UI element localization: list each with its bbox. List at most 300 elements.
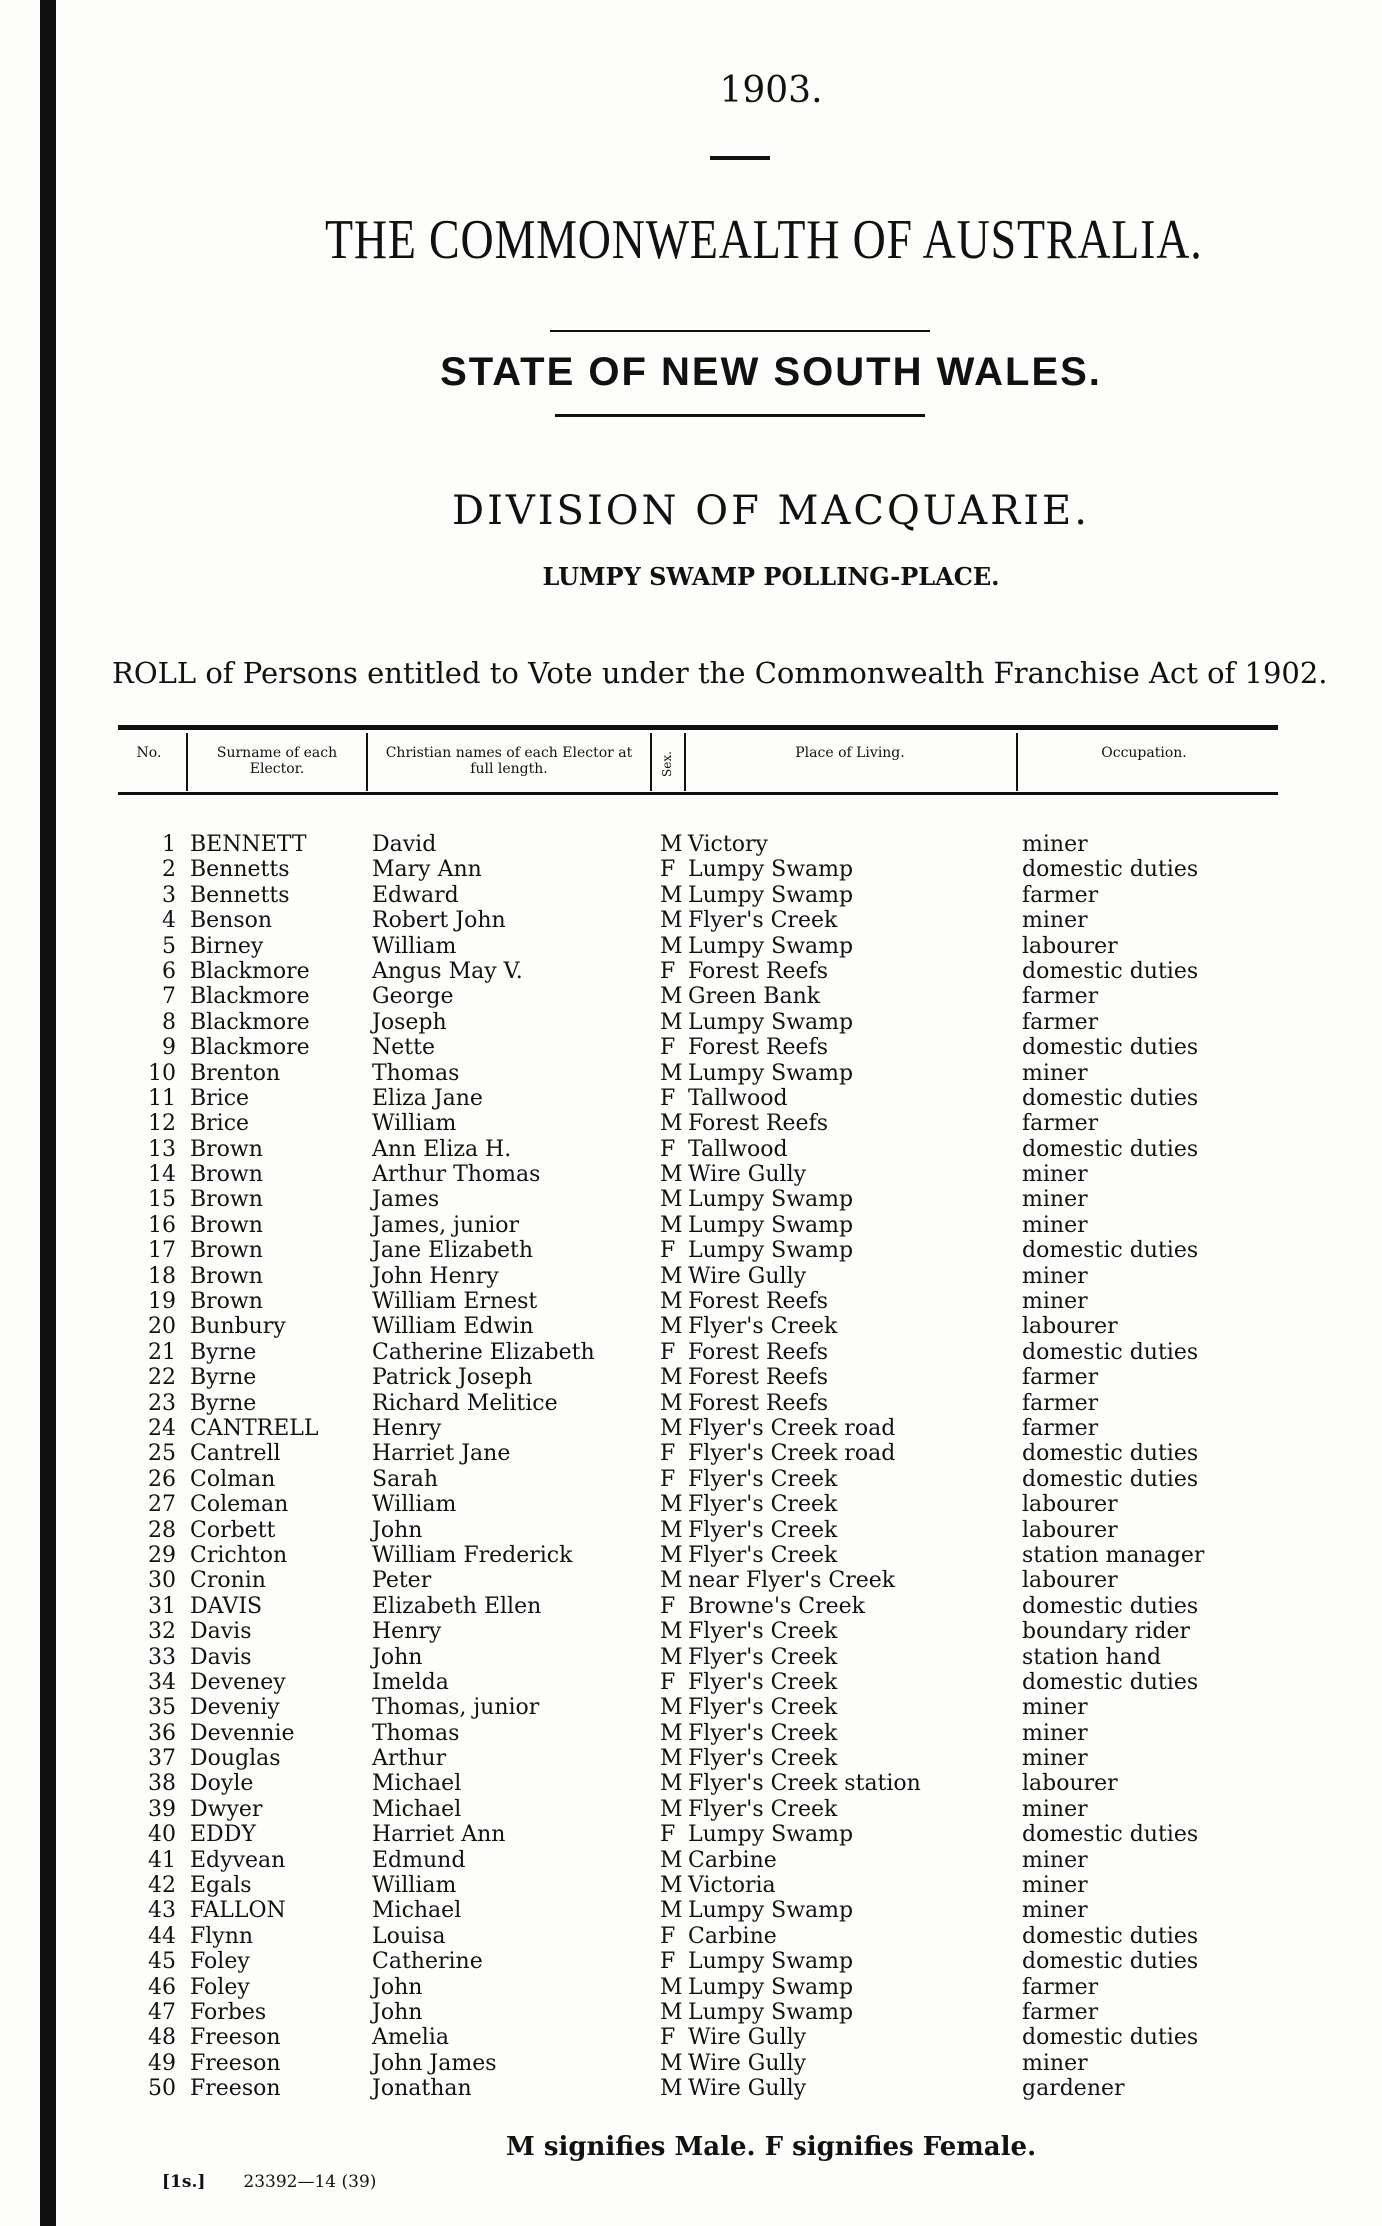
row-number: 1 (162, 832, 176, 857)
table-row (0, 1035, 1382, 1060)
surname-cell: Bunbury (190, 1314, 286, 1340)
header-place: Place of Living. (795, 745, 905, 761)
row-number: 13 (148, 1136, 176, 1162)
table-row (0, 1518, 1382, 1543)
place-cell: Lumpy Swamp (688, 1238, 854, 1264)
table-row (0, 1822, 1382, 1847)
sex-cell: F (660, 1136, 676, 1162)
sex-cell: F (660, 958, 676, 984)
occupation-cell: miner (1022, 1847, 1088, 1873)
row-number: 11 (148, 1085, 176, 1111)
surname-cell: Brown (190, 1263, 263, 1289)
place-cell: Lumpy Swamp (688, 1187, 854, 1213)
christian-names-cell: William (372, 1873, 457, 1899)
row-number: 32 (148, 1619, 176, 1645)
row-number: 20 (148, 1314, 176, 1340)
row-number: 46 (148, 1974, 176, 2000)
row-number: 8 (162, 1009, 176, 1035)
christian-names-cell: Richard Melitice (372, 1390, 558, 1416)
occupation-cell: farmer (1022, 1390, 1099, 1416)
surname-cell: Davis (190, 1619, 252, 1645)
row-number: 3 (162, 882, 176, 908)
surname-cell: BENNETT (190, 832, 307, 857)
row-number: 9 (162, 1035, 176, 1061)
table-row (0, 1365, 1382, 1390)
table-row (0, 1111, 1382, 1136)
occupation-cell: miner (1022, 1746, 1088, 1772)
row-number: 17 (148, 1238, 176, 1264)
christian-names-cell: Imelda (372, 1669, 449, 1695)
row-number: 31 (148, 1593, 176, 1619)
christian-names-cell: Thomas, junior (372, 1695, 540, 1721)
row-number: 4 (162, 908, 176, 934)
place-cell: Lumpy Swamp (688, 1898, 854, 1924)
row-number: 27 (148, 1492, 176, 1518)
surname-cell: Freeson (190, 2076, 281, 2102)
table-row (0, 908, 1382, 933)
christian-names-cell: Thomas (372, 1720, 460, 1746)
row-number: 47 (148, 1999, 176, 2025)
surname-cell: Blackmore (190, 1035, 310, 1061)
occupation-cell: labourer (1022, 1517, 1118, 1543)
divider-rule (550, 330, 930, 332)
occupation-cell: farmer (1022, 1111, 1099, 1137)
occupation-cell: domestic duties (1022, 1136, 1199, 1162)
occupation-cell: miner (1022, 1873, 1088, 1899)
christian-names-cell: George (372, 984, 454, 1010)
christian-names-cell: Louisa (372, 1923, 446, 1949)
surname-cell: Cantrell (190, 1441, 281, 1467)
christian-names-cell: John (372, 1644, 423, 1670)
table-row (0, 1264, 1382, 1289)
row-number: 40 (148, 1822, 176, 1848)
occupation-cell: station hand (1022, 1644, 1162, 1670)
document-title: THE COMMONWEALTH OF AUSTRALIA. (325, 209, 1203, 271)
place-cell: near Flyer's Creek (688, 1568, 896, 1594)
christian-names-cell: Catherine Elizabeth (372, 1339, 595, 1365)
table-row (0, 1416, 1382, 1441)
occupation-cell: labourer (1022, 1492, 1118, 1518)
column-divider (366, 733, 368, 791)
sex-cell: M (660, 1771, 683, 1797)
sex-cell: M (660, 1619, 683, 1645)
place-cell: Wire Gully (688, 2025, 807, 2051)
place-cell: Lumpy Swamp (688, 1009, 854, 1035)
sex-cell: M (660, 933, 683, 959)
divider-rule (555, 414, 925, 417)
sex-cell: M (660, 1415, 683, 1441)
table-row (0, 883, 1382, 908)
column-divider (1016, 733, 1018, 791)
row-number: 45 (148, 1949, 176, 1975)
surname-cell: Blackmore (190, 958, 310, 984)
occupation-cell: domestic duties (1022, 1035, 1199, 1061)
table-top-rule (118, 725, 1278, 730)
christian-names-cell: Michael (372, 1771, 462, 1797)
christian-names-cell: Arthur Thomas (372, 1162, 541, 1188)
occupation-cell: domestic duties (1022, 1339, 1199, 1365)
sex-cell: M (660, 1162, 683, 1188)
occupation-cell: miner (1022, 908, 1088, 934)
sex-cell: M (660, 1289, 683, 1315)
table-row (0, 1314, 1382, 1339)
place-cell: Lumpy Swamp (688, 857, 854, 883)
surname-cell: Brown (190, 1187, 263, 1213)
christian-names-cell: Michael (372, 1796, 462, 1822)
surname-cell: Cronin (190, 1568, 266, 1594)
occupation-cell: miner (1022, 1695, 1088, 1721)
occupation-cell: miner (1022, 1187, 1088, 1213)
table-row (0, 2051, 1382, 2076)
christian-names-cell: Arthur (372, 1746, 447, 1772)
place-cell: Flyer's Creek road (688, 1415, 896, 1441)
row-number: 43 (148, 1898, 176, 1924)
sex-cell: M (660, 1847, 683, 1873)
sex-cell: F (660, 1822, 676, 1848)
divider-rule (710, 156, 770, 160)
sex-cell: M (660, 1720, 683, 1746)
table-row (0, 1898, 1382, 1923)
row-number: 39 (148, 1796, 176, 1822)
surname-cell: Devennie (190, 1720, 295, 1746)
occupation-cell: farmer (1022, 1415, 1099, 1441)
occupation-cell: miner (1022, 1263, 1088, 1289)
place-cell: Forest Reefs (688, 1390, 829, 1416)
table-row (0, 857, 1382, 882)
row-number: 28 (148, 1517, 176, 1543)
surname-cell: Colman (190, 1466, 276, 1492)
row-number: 19 (148, 1289, 176, 1315)
table-row (0, 1238, 1382, 1263)
sex-cell: M (660, 1060, 683, 1086)
place-cell: Flyer's Creek station (688, 1771, 921, 1797)
sex-cell: F (660, 1238, 676, 1264)
header-sex: Sex. (659, 751, 674, 777)
surname-cell: Crichton (190, 1542, 288, 1568)
christian-names-cell: Henry (372, 1619, 442, 1645)
sex-cell: F (660, 1923, 676, 1949)
sex-cell: M (660, 2050, 683, 2076)
row-number: 44 (148, 1923, 176, 1949)
place-cell: Flyer's Creek (688, 1746, 838, 1772)
table-row (0, 1340, 1382, 1365)
sex-cell: F (660, 1949, 676, 1975)
surname-cell: Flynn (190, 1923, 254, 1949)
surname-cell: Coleman (190, 1492, 289, 1518)
table-row (0, 934, 1382, 959)
christian-names-cell: James (372, 1187, 440, 1213)
occupation-cell: domestic duties (1022, 1923, 1199, 1949)
row-number: 33 (148, 1644, 176, 1670)
occupation-cell: station manager (1022, 1542, 1205, 1568)
sex-cell: M (660, 1212, 683, 1238)
place-cell: Lumpy Swamp (688, 1060, 854, 1086)
sex-cell: M (660, 1492, 683, 1518)
christian-names-cell: David (372, 832, 437, 857)
table-row (0, 1670, 1382, 1695)
place-cell: Forest Reefs (688, 958, 829, 984)
place-cell: Flyer's Creek (688, 1492, 838, 1518)
occupation-cell: domestic duties (1022, 1949, 1199, 1975)
occupation-cell: farmer (1022, 984, 1099, 1010)
surname-cell: Blackmore (190, 1009, 310, 1035)
christian-names-cell: Robert John (372, 908, 506, 934)
surname-cell: FALLON (190, 1898, 286, 1924)
table-row (0, 1391, 1382, 1416)
place-cell: Forest Reefs (688, 1365, 829, 1391)
occupation-cell: domestic duties (1022, 1085, 1199, 1111)
table-row (0, 1492, 1382, 1517)
table-row (0, 984, 1382, 1009)
occupation-cell: domestic duties (1022, 1669, 1199, 1695)
surname-cell: Brenton (190, 1060, 281, 1086)
surname-cell: CANTRELL (190, 1415, 319, 1441)
christian-names-cell: Peter (372, 1568, 432, 1594)
table-row (0, 1086, 1382, 1111)
occupation-cell: labourer (1022, 933, 1118, 959)
christian-names-cell: Mary Ann (372, 857, 482, 883)
christian-names-cell: William (372, 933, 457, 959)
row-number: 50 (148, 2076, 176, 2102)
christian-names-cell: Catherine (372, 1949, 483, 1975)
christian-names-cell: Edward (372, 882, 459, 908)
occupation-cell: domestic duties (1022, 1466, 1199, 1492)
row-number: 34 (148, 1669, 176, 1695)
row-number: 5 (162, 933, 176, 959)
occupation-cell: miner (1022, 1796, 1088, 1822)
occupation-cell: domestic duties (1022, 2025, 1199, 2051)
table-row (0, 1594, 1382, 1619)
document-year: 1903. (719, 70, 823, 111)
place-cell: Flyer's Creek (688, 1669, 838, 1695)
row-number: 25 (148, 1441, 176, 1467)
row-number: 18 (148, 1263, 176, 1289)
place-cell: Victory (688, 832, 768, 857)
state-heading: STATE OF NEW SOUTH WALES. (440, 350, 1102, 394)
sex-cell: M (660, 1187, 683, 1213)
place-cell: Flyer's Creek (688, 1542, 838, 1568)
occupation-cell: miner (1022, 1898, 1088, 1924)
sex-cell: F (660, 1441, 676, 1467)
surname-cell: Foley (190, 1949, 250, 1975)
place-cell: Flyer's Creek (688, 1517, 838, 1543)
row-number: 37 (148, 1746, 176, 1772)
christian-names-cell: Harriet Ann (372, 1822, 506, 1848)
table-row (0, 1771, 1382, 1796)
table-row (0, 1441, 1382, 1466)
christian-names-cell: Nette (372, 1035, 435, 1061)
place-cell: Forest Reefs (688, 1111, 829, 1137)
row-number: 15 (148, 1187, 176, 1213)
occupation-cell: domestic duties (1022, 1593, 1199, 1619)
occupation-cell: farmer (1022, 1365, 1099, 1391)
sex-cell: M (660, 1974, 683, 2000)
place-cell: Lumpy Swamp (688, 1822, 854, 1848)
surname-cell: Forbes (190, 1999, 267, 2025)
sex-cell: F (660, 857, 676, 883)
occupation-cell: miner (1022, 832, 1088, 857)
table-row (0, 1137, 1382, 1162)
print-price: [1s.] (162, 2172, 206, 2192)
row-number: 6 (162, 958, 176, 984)
occupation-cell: labourer (1022, 1314, 1118, 1340)
occupation-cell: domestic duties (1022, 1238, 1199, 1264)
row-number: 35 (148, 1695, 176, 1721)
christian-names-cell: William Edwin (372, 1314, 534, 1340)
row-number: 7 (162, 984, 176, 1010)
surname-cell: Corbett (190, 1517, 276, 1543)
roll-title: ROLL of Persons entitled to Vote under the Commonwealth Franchise Act of 1902. (112, 656, 1328, 690)
occupation-cell: farmer (1022, 1009, 1099, 1035)
sex-cell: F (660, 2025, 676, 2051)
surname-cell: Brown (190, 1289, 263, 1315)
christian-names-cell: Jonathan (372, 2076, 472, 2102)
surname-cell: Dwyer (190, 1796, 263, 1822)
christian-names-cell: John James (372, 2050, 497, 2076)
sex-cell: M (660, 1746, 683, 1772)
surname-cell: EDDY (190, 1822, 256, 1848)
place-cell: Tallwood (688, 1136, 788, 1162)
place-cell: Flyer's Creek (688, 1644, 838, 1670)
christian-names-cell: James, junior (372, 1212, 520, 1238)
sex-cell: M (660, 1314, 683, 1340)
surname-cell: Benson (190, 908, 273, 934)
surname-cell: Freeson (190, 2050, 281, 2076)
surname-cell: DAVIS (190, 1593, 263, 1619)
place-cell: Flyer's Creek (688, 1466, 838, 1492)
sex-cell: M (660, 1517, 683, 1543)
christian-names-cell: Eliza Jane (372, 1085, 483, 1111)
place-cell: Forest Reefs (688, 1035, 829, 1061)
surname-cell: Doyle (190, 1771, 254, 1797)
surname-cell: Edyvean (190, 1847, 286, 1873)
place-cell: Forest Reefs (688, 1289, 829, 1315)
table-row (0, 1645, 1382, 1670)
table-row (0, 1924, 1382, 1949)
sex-cell: M (660, 1796, 683, 1822)
table-row (0, 1187, 1382, 1212)
row-number: 16 (148, 1212, 176, 1238)
surname-cell: Brice (190, 1085, 250, 1111)
occupation-cell: miner (1022, 2050, 1088, 2076)
row-number: 14 (148, 1162, 176, 1188)
christian-names-cell: William Frederick (372, 1542, 573, 1568)
christian-names-cell: John (372, 1999, 423, 2025)
row-number: 29 (148, 1542, 176, 1568)
sex-cell: F (660, 1339, 676, 1365)
row-number: 42 (148, 1873, 176, 1899)
sex-cell: F (660, 1669, 676, 1695)
christian-names-cell: Joseph (372, 1009, 447, 1035)
place-cell: Wire Gully (688, 1162, 807, 1188)
christian-names-cell: Henry (372, 1415, 442, 1441)
column-divider (186, 733, 188, 791)
christian-names-cell: Elizabeth Ellen (372, 1593, 542, 1619)
table-row (0, 1213, 1382, 1238)
row-number: 22 (148, 1365, 176, 1391)
place-cell: Tallwood (688, 1085, 788, 1111)
occupation-cell: domestic duties (1022, 1822, 1199, 1848)
place-cell: Flyer's Creek (688, 1314, 838, 1340)
sex-cell: M (660, 984, 683, 1010)
table-row (0, 1721, 1382, 1746)
surname-cell: Egals (190, 1873, 252, 1899)
place-cell: Lumpy Swamp (688, 1212, 854, 1238)
place-cell: Carbine (688, 1923, 777, 1949)
occupation-cell: miner (1022, 1720, 1088, 1746)
occupation-cell: miner (1022, 1060, 1088, 1086)
print-ref: 23392—14 (39) (243, 2172, 377, 2192)
row-number: 24 (148, 1415, 176, 1441)
table-header-rule (118, 792, 1278, 795)
row-number: 36 (148, 1720, 176, 1746)
occupation-cell: miner (1022, 1212, 1088, 1238)
table-row (0, 832, 1382, 857)
occupation-cell: farmer (1022, 1974, 1099, 2000)
table-row (0, 1010, 1382, 1035)
row-number: 30 (148, 1568, 176, 1594)
christian-names-cell: Jane Elizabeth (372, 1238, 534, 1264)
header-occupation: Occupation. (1101, 745, 1187, 761)
christian-names-cell: Sarah (372, 1466, 438, 1492)
table-row (0, 2025, 1382, 2050)
surname-cell: Birney (190, 933, 264, 959)
table-row (0, 2000, 1382, 2025)
row-number: 23 (148, 1390, 176, 1416)
occupation-cell: domestic duties (1022, 958, 1199, 984)
table-row (0, 1289, 1382, 1314)
surname-cell: Foley (190, 1974, 250, 2000)
occupation-cell: farmer (1022, 882, 1099, 908)
table-row (0, 1467, 1382, 1492)
sex-cell: M (660, 832, 683, 857)
place-cell: Wire Gully (688, 2050, 807, 2076)
table-row (0, 1619, 1382, 1644)
place-cell: Lumpy Swamp (688, 933, 854, 959)
place-cell: Flyer's Creek (688, 1695, 838, 1721)
table-row (0, 1797, 1382, 1822)
christian-names-cell: Michael (372, 1898, 462, 1924)
place-cell: Carbine (688, 1847, 777, 1873)
surname-cell: Davis (190, 1644, 252, 1670)
table-row (0, 1162, 1382, 1187)
surname-cell: Blackmore (190, 984, 310, 1010)
place-cell: Flyer's Creek (688, 908, 838, 934)
occupation-cell: gardener (1022, 2076, 1125, 2102)
sex-cell: M (660, 1390, 683, 1416)
row-number: 41 (148, 1847, 176, 1873)
christian-names-cell: Ann Eliza H. (372, 1136, 512, 1162)
sex-cell: M (660, 908, 683, 934)
elector-list (0, 832, 1382, 2102)
sex-cell: F (660, 1593, 676, 1619)
row-number: 21 (148, 1339, 176, 1365)
sex-cell: M (660, 1999, 683, 2025)
table-row (0, 1873, 1382, 1898)
sex-cell: M (660, 1009, 683, 1035)
place-cell: Wire Gully (688, 1263, 807, 1289)
sex-cell: M (660, 1263, 683, 1289)
christian-names-cell: Angus May V. (372, 958, 523, 984)
place-cell: Flyer's Creek (688, 1720, 838, 1746)
table-row (0, 1061, 1382, 1086)
surname-cell: Bennetts (190, 882, 290, 908)
place-cell: Flyer's Creek (688, 1619, 838, 1645)
surname-cell: Bennetts (190, 857, 290, 883)
christian-names-cell: William (372, 1492, 457, 1518)
division-heading: DIVISION OF MACQUARIE. (452, 488, 1090, 534)
surname-cell: Douglas (190, 1746, 281, 1772)
